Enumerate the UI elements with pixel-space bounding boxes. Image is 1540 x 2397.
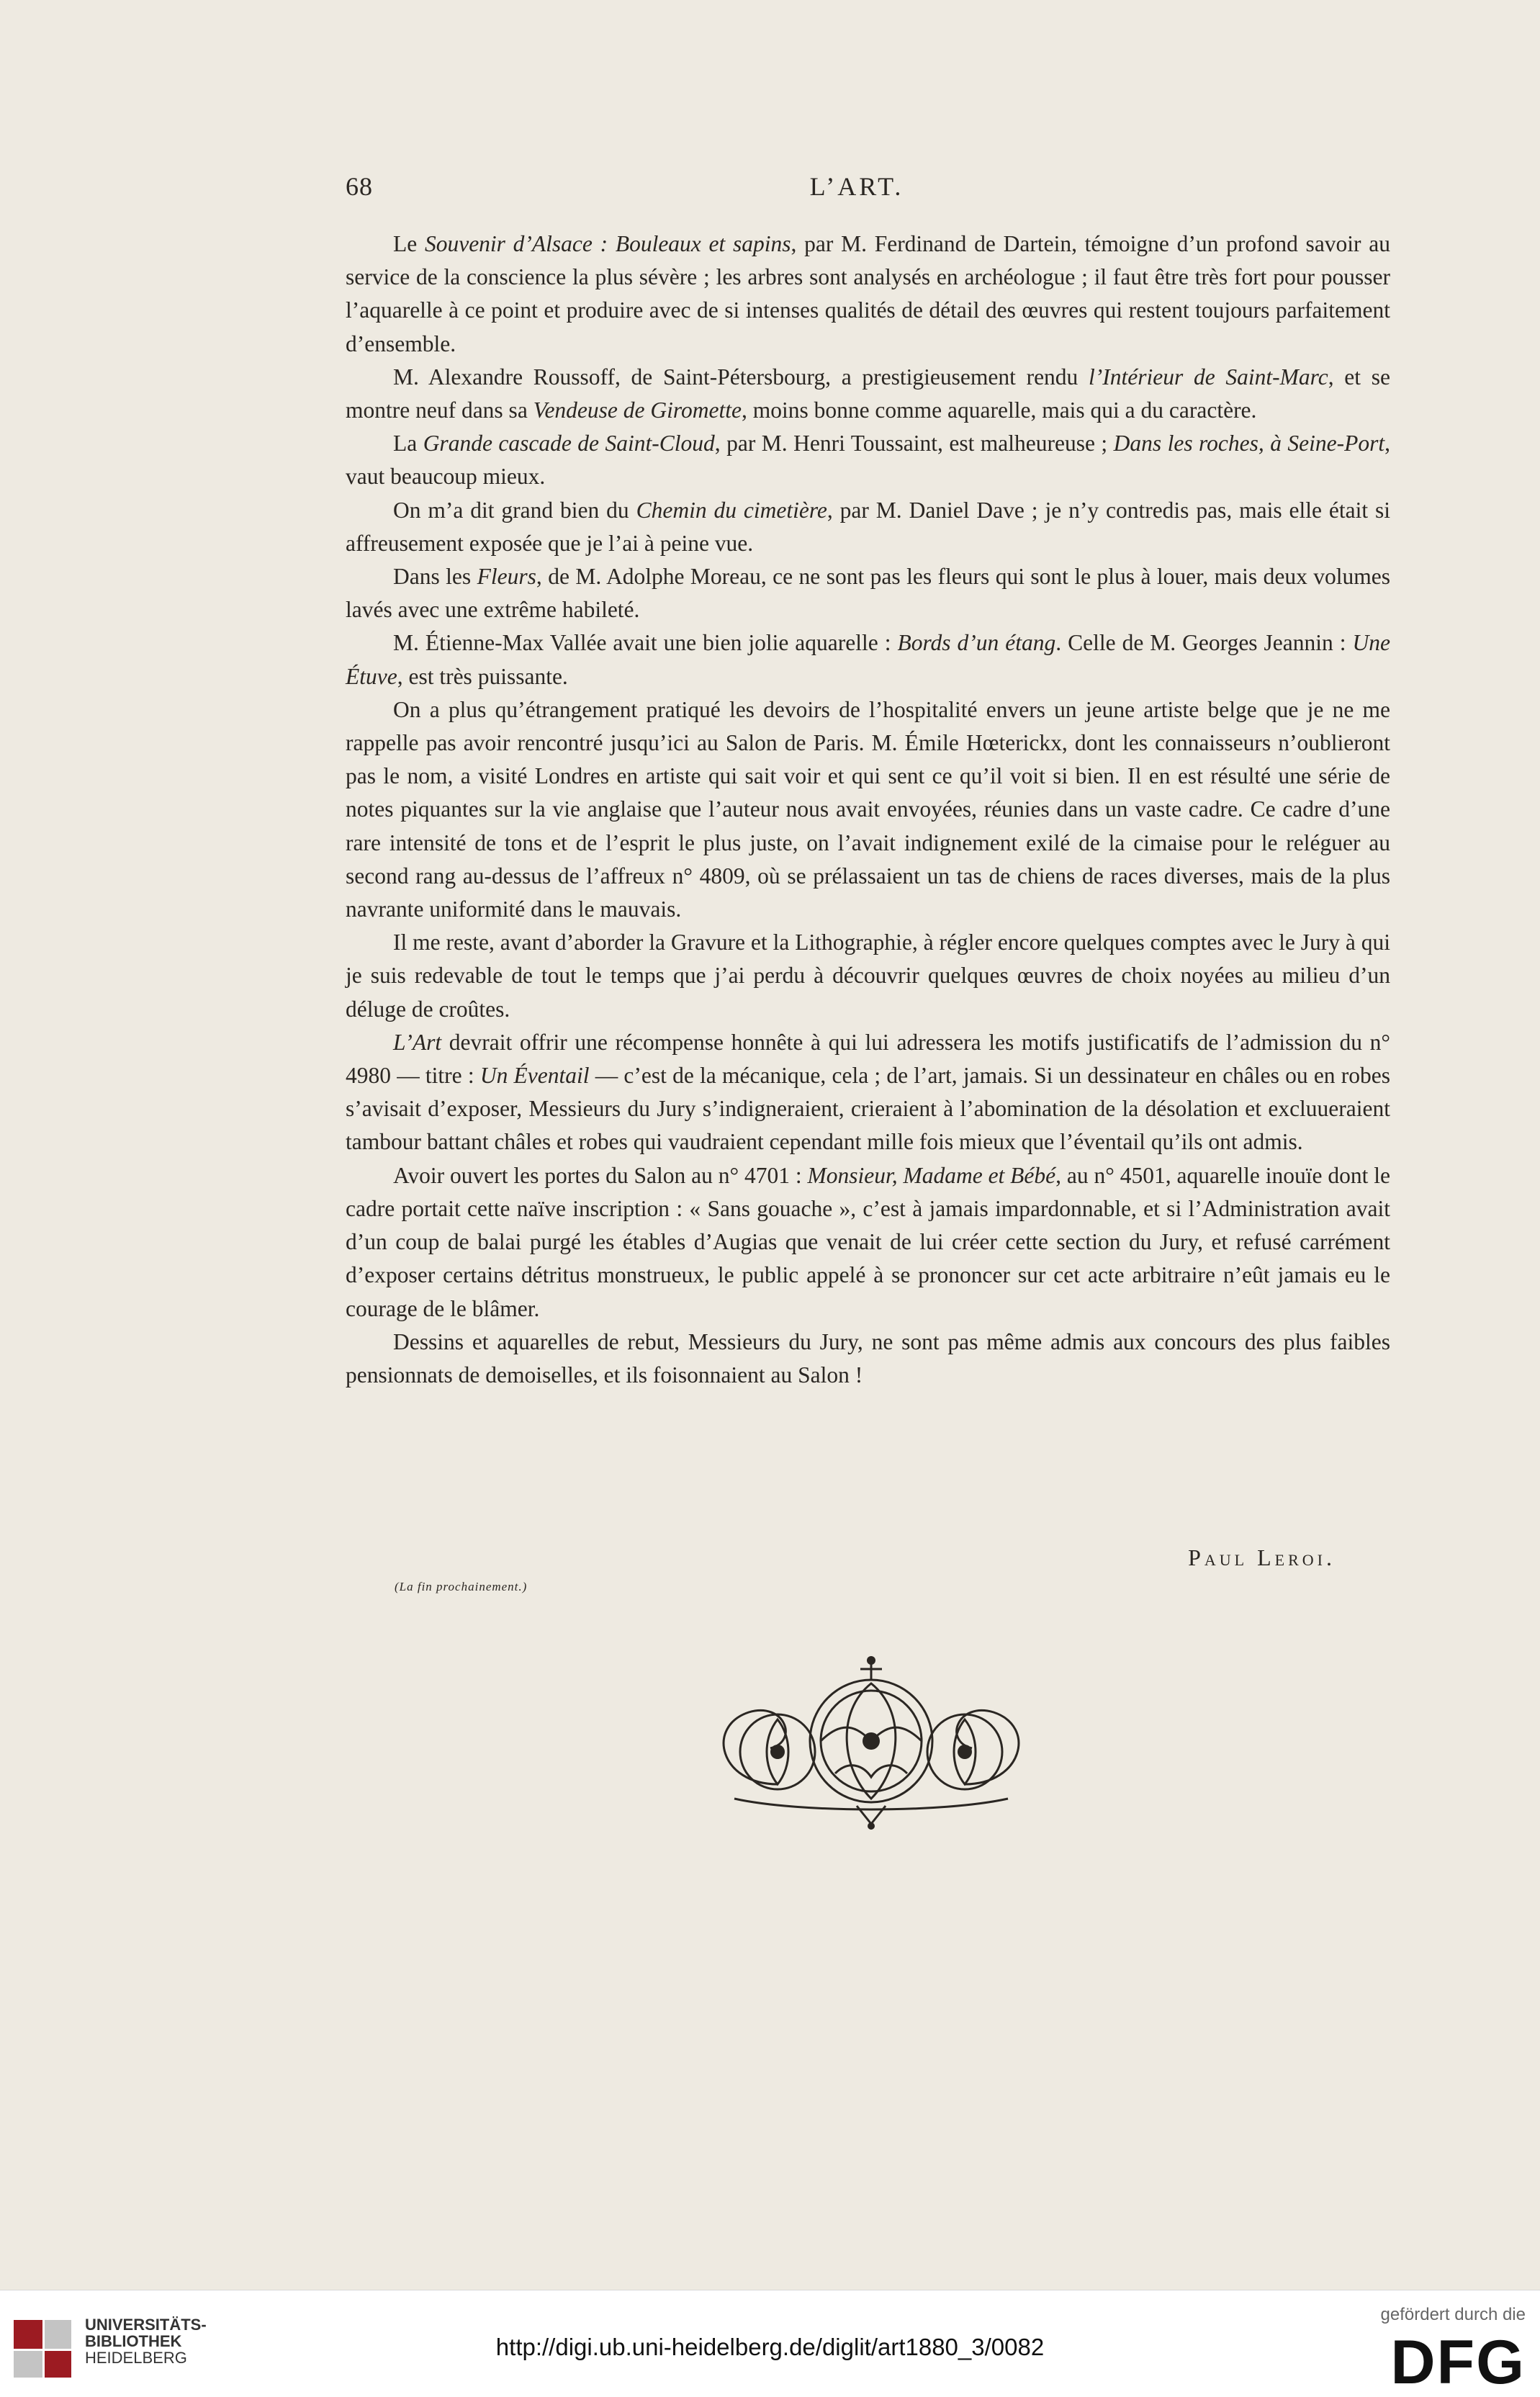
- library-name: UNIVERSITÄTS- BIBLIOTHEK HEIDELBERG: [85, 2316, 207, 2367]
- signature-text: Paul Leroi.: [1188, 1544, 1336, 1570]
- body-paragraph: [346, 427, 1390, 493]
- body-paragraph: [346, 228, 1390, 361]
- paragraph-text: On m’a dit grand bien du: [393, 497, 636, 523]
- paragraph-text: , et se montre neuf dans sa: [346, 364, 1390, 423]
- body-paragraph: [346, 626, 1390, 693]
- paragraph-text: Dessins et aquarelles de rebut, Messieurs du Jury, ne sont pas même admis aux concours des plus faibles pensionnats de demoiselles, et ils foisonnaient au Salon !: [346, 1328, 1390, 1388]
- paragraph-text: Dans les: [393, 564, 477, 590]
- paragraph-text: — c’est de la mécanique, cela ; de l’art, jamais. Si un dessinateur en châles ou en robes s’avisait d’exposer, Messieurs du Jury s’indigneraient, crieraient à l’abomination de la désolation et excluueraient tambour battant châles et robes qui vaudraient cependant mille fois mieux que l’éventail qu’ils ont admis.: [346, 1063, 1390, 1155]
- artwork-title: Chemin du cimetière: [636, 497, 827, 523]
- permalink-url[interactable]: http://digi.ub.uni-heidelberg.de/diglit/art1880_3/0082: [495, 2334, 1045, 2360]
- artwork-title: l’Intérieur de Saint-Marc: [1089, 364, 1328, 390]
- artwork-title: Souvenir d’Alsace : Bouleaux et sapins: [424, 231, 791, 256]
- body-paragraph: [346, 560, 1390, 626]
- paragraph-text: , vaut beaucoup mieux.: [346, 431, 1390, 490]
- paragraph-text: Le: [393, 231, 425, 256]
- body-paragraph: [346, 361, 1390, 427]
- body-paragraph: [346, 1159, 1390, 1326]
- paragraph-text: , de M. Adolphe Moreau, ce ne sont pas les fleurs qui sont le plus à louer, mais deux volumes lavés avec une extrême habileté.: [346, 564, 1391, 623]
- paragraph-text: , est très puissante.: [397, 663, 568, 689]
- article-body: [346, 228, 1390, 1392]
- artwork-title: Fleurs: [477, 564, 536, 590]
- running-title: L’ART.: [809, 172, 904, 201]
- paragraph-text: Avoir ouvert les portes du Salon au n° 4701 :: [393, 1162, 808, 1188]
- paragraph-text: devrait offrir une récompense honnête à qui lui adressera les motifs justificatifs de l’admission du n° 4980 — titre :: [346, 1029, 1390, 1089]
- artwork-title: Vendeuse de Giromette: [533, 397, 742, 423]
- paragraph-text: M. Étienne-Max Vallée avait une bien jolie aquarelle :: [393, 630, 898, 656]
- artwork-title: Grande cascade de Saint-Cloud: [423, 431, 715, 457]
- page-header: [346, 171, 1368, 215]
- paragraph-text: , moins bonne comme aquarelle, mais qui a du caractère.: [741, 397, 1257, 423]
- artwork-title: Bords d’un étang: [897, 630, 1056, 656]
- paragraph-text: Il me reste, avant d’aborder la Gravure et la Lithographie, à régler encore quelques comptes avec le Jury à qui je suis redevable de tout le temps que j’ai perdu à découvrir quelques œuvres de choix noyées au milieu d’un déluge de croûtes.: [346, 930, 1390, 1022]
- body-paragraph: [346, 693, 1390, 926]
- paragraph-text: M. Alexandre Roussoff, de Saint-Pétersbourg, a prestigieusement rendu: [393, 364, 1089, 390]
- paragraph-text: , par M. Daniel Dave ; je n’y contredis pas, mais elle était si affreusement exposée que je l’ai à peine vue.: [346, 497, 1390, 556]
- paragraph-text: On a plus qu’étrangement pratiqué les devoirs de l’hospitalité envers un jeune artiste belge que je ne me rappelle pas avoir rencontré jusqu’ici au Salon de Paris. M. Émile Hœterickx, dont les connaisseurs n’oublieront pas le nom, a visité Londres en artiste qui sait voir et qui sent ce qu’il voit si bien. Il en est résulté une série de notes piquantes sur la vie anglaise que l’auteur nous avait envoyées, réunies dans un vaste cadre. Ce cadre d’une rare intensité de tons et de l’esprit le plus juste, on l’avait indignement exilé de la cimaise pour le reléguer au second rang au-dessus de l’affreux n° 4809, où se prélassaient un tas de chiens de races diverses, mais de la plus navrante uniformité dans le mauvais.: [346, 696, 1390, 922]
- paragraph-text: . Celle de M. Georges Jeannin :: [1055, 630, 1353, 656]
- digital-library-footer: [0, 2290, 1540, 2397]
- artwork-title: Dans les roches, à Seine-Port: [1113, 431, 1385, 457]
- page-number: 68: [346, 172, 373, 201]
- funding-label: gefördert durch die: [1380, 2305, 1526, 2324]
- artwork-title: Monsieur, Madame et Bébé: [807, 1162, 1056, 1188]
- paragraph-text: , par M. Ferdinand de Dartein, témoigne d’un profond savoir au service de la conscience la plus sévère ; les arbres sont analysés en archéologue ; il faut être très fort pour pousser l’aquarelle à ce point et produire avec de si intenses qualités de détail des œuvres qui restent toujours parfaitement d’ensemble.: [346, 231, 1391, 356]
- decorative-vignette-ornament: [691, 1633, 1051, 1849]
- body-paragraph: [346, 1026, 1390, 1159]
- dfg-logo: DFG: [1390, 2328, 1526, 2397]
- body-paragraph: [346, 494, 1390, 560]
- artwork-title: Un Éventail: [479, 1063, 590, 1089]
- artwork-title: Une Étuve: [346, 630, 1390, 689]
- paragraph-text: , par M. Henri Toussaint, est malheureuse ;: [714, 431, 1114, 457]
- paragraph-text: , au n° 4501, aquarelle inouïe dont le cadre portait cette naïve inscription : « Sans gouache », c’est à jamais impardonnable, et si l’Administration avait d’un coup de balai purgé les étables d’Augias que venait de lui créer cette section du Jury, et refusé carrément d’exposer certains détritus monstrueux, le public appelé à se prononcer sur cet acte arbitraire n’eût jamais eu le courage de le blâmer.: [346, 1162, 1391, 1321]
- continuation-note: (La fin prochainement.): [395, 1580, 528, 1593]
- body-paragraph: [346, 926, 1390, 1026]
- paragraph-text: La: [393, 431, 423, 457]
- body-paragraph: [346, 1326, 1390, 1392]
- author-signature: [346, 1544, 1336, 1571]
- artwork-title: L’Art: [393, 1029, 442, 1055]
